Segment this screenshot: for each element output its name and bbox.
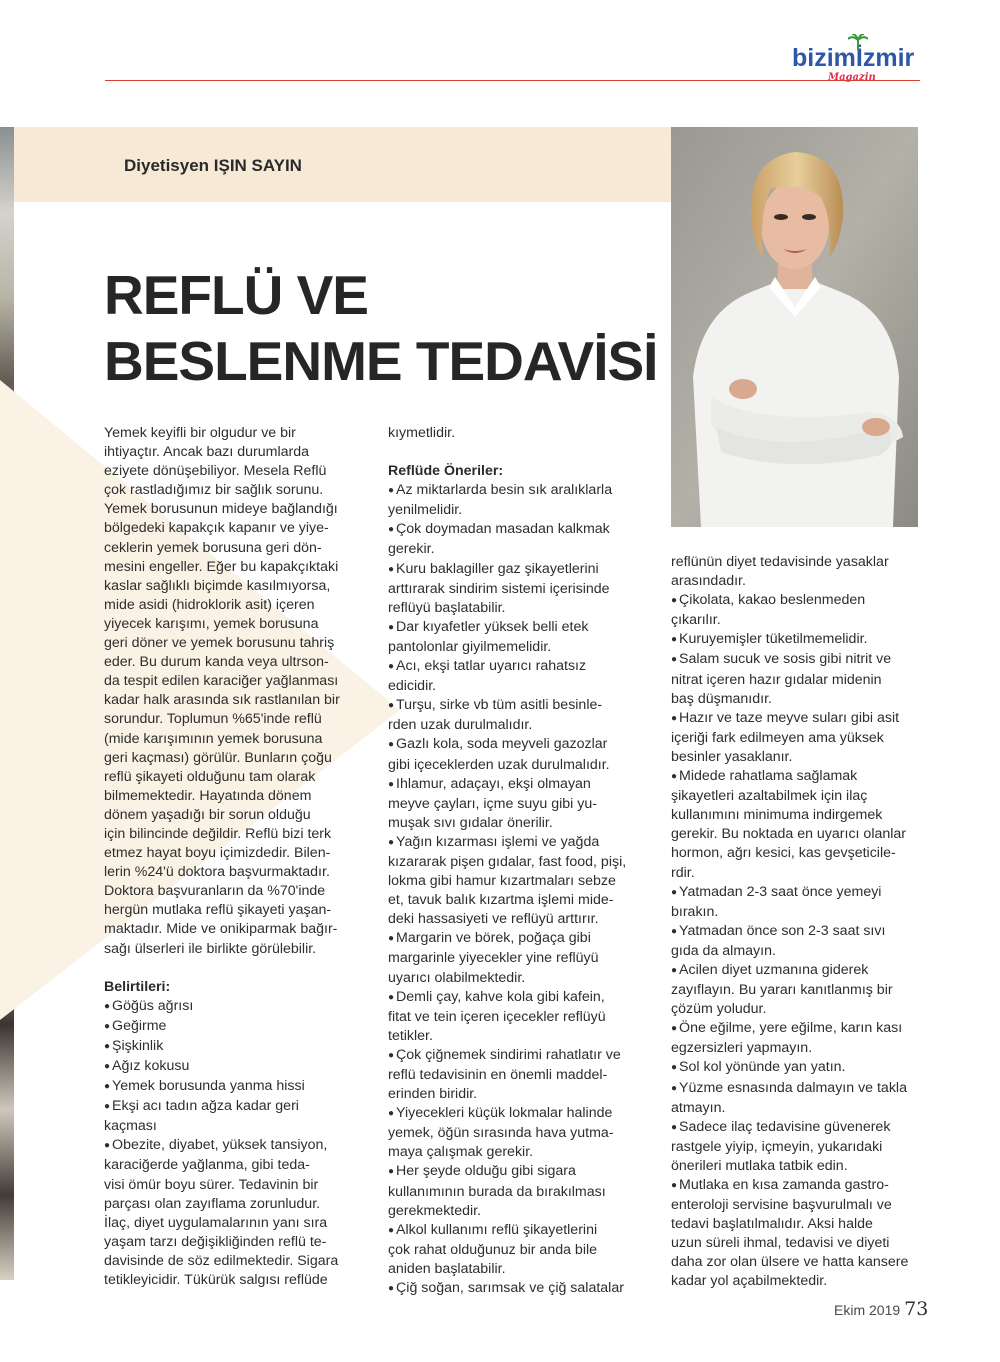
bullet-line: ● Yiyecekleri küçük lokmalar halinde	[388, 1104, 646, 1124]
bullet-line: tetikler.	[388, 1027, 433, 1044]
bullet-item	[388, 1162, 646, 1220]
bullet-line: ● Yüzme esnasında dalmayın ve takla	[671, 1079, 921, 1099]
bullet-item	[671, 883, 921, 922]
bullet-item	[388, 696, 646, 735]
intro-line: eziyete dönüşebiliyor. Mesela Reflü	[104, 463, 327, 480]
intro-line: bilmemektedir. Hayatında dönem	[104, 787, 312, 804]
intro-line: reflü şikayeti olduğunu tam olarak	[104, 768, 316, 785]
bullet-line: gıda da almayın.	[671, 942, 776, 959]
bullet-item	[388, 929, 646, 987]
bullet-item	[671, 922, 921, 961]
logo-text-part2: İzmir	[855, 44, 915, 72]
bullet-line: deki hassasiyeti ve reflüyü arttırır.	[388, 911, 599, 928]
bullet-line: ● Gazlı kola, soda meyveli gazozlar	[388, 735, 646, 755]
bullet-item	[104, 1097, 362, 1136]
bullet-line: önerileri mutlaka tatbik edin.	[671, 1157, 848, 1174]
issue-date: Ekim 2019	[834, 1302, 901, 1318]
intro-line: lerin %24'ü doktora başvurmaktadır.	[104, 864, 330, 881]
bullet-line: ● Çok çiğnemek sindirimi rahatlatır ve	[388, 1046, 646, 1066]
logo-subtitle: Magazin	[828, 72, 876, 83]
bullet-item	[388, 1221, 646, 1279]
intro-line: bölgedeki kapakçık kapanır ve yiye-	[104, 520, 329, 537]
bullet-item	[104, 1136, 362, 1290]
bullet-line: ● Alkol kullanımı reflü şikayetlerini	[388, 1221, 646, 1241]
bullet-line: ● Turşu, sirke vb tüm asitli besinle-	[388, 696, 646, 716]
bullet-line: ● Her şeyde olduğu gibi sigara	[388, 1162, 646, 1182]
bullet-line: erinden biridir.	[388, 1086, 478, 1103]
bullet-line: ● Obezite, diyabet, yüksek tansiyon,	[104, 1136, 362, 1156]
lead-line: reflünün diyet tedavisinde yasaklar	[671, 554, 889, 570]
intro-line: sorundur. Toplumun %65'inde reflü	[104, 711, 322, 728]
bullet-line: ● Az miktarlarda besin sık aralıklarla	[388, 481, 646, 501]
bullet-item	[388, 560, 646, 618]
page-footer	[834, 1298, 928, 1320]
bullet-line: ● Mutlaka en kısa zamanda gastro-	[671, 1176, 921, 1196]
bullet-line: ● Midede rahatlama sağlamak	[671, 767, 921, 787]
bullet-line: ● Salam sucuk ve sosis gibi nitrit ve	[671, 650, 921, 670]
bullet-line: besinler yasaklanır.	[671, 748, 793, 765]
bullet-line: visi ömür boyu sürer. Tedavinin bir	[104, 1176, 319, 1193]
bullet-line: ● Ihlamur, adaçayı, ekşi olmayan	[388, 775, 646, 795]
intro-line: geri döner ve yemek borusunu tahriş	[104, 635, 335, 652]
bullet-line: İlaç, diyet uygulamalarının yanı sıra	[104, 1214, 328, 1231]
bullet-line: reflü tedavisinin en önemli maddel-	[388, 1067, 608, 1083]
bullet-item	[388, 520, 646, 559]
intro-line: mide asidi (hidroklorik asit) içeren	[104, 596, 315, 613]
bullet-line: rden uzak durulmalıdır.	[388, 717, 533, 734]
bullet-item	[671, 1118, 921, 1176]
bullet-line: ● Yatmadan 2-3 saat önce yemeyi	[671, 883, 921, 903]
bullet-item	[671, 1058, 921, 1078]
column-1	[104, 424, 362, 1290]
bullet-item	[388, 657, 646, 696]
intro-line: (mide karışımının yemek borusuna	[104, 730, 323, 747]
bullet-line: rastgele yiyip, içmeyin, yukarıdaki	[671, 1138, 883, 1155]
intro-line: sağı ülserleri ile birlikte görülebilir.	[104, 940, 317, 957]
author-band	[14, 127, 671, 202]
bullet-line: davisinde de söz edilmektedir. Sigara	[104, 1252, 339, 1269]
bullet-line: ● Kuru baklagiller gaz şikayetlerini	[388, 560, 646, 580]
author-name: Diyetisyen IŞIN SAYIN	[124, 156, 302, 175]
bullet-item	[388, 481, 646, 520]
bullet-line: arttırarak sindirim sistemi içerisinde	[388, 580, 610, 597]
bullet-line: ● Yağın kızarması işlemi ve yağda	[388, 833, 646, 853]
logo-text-part1: bizim	[792, 44, 856, 72]
bullet-line: rdir.	[671, 864, 695, 881]
bullet-line: atmayın.	[671, 1099, 726, 1116]
intro-line: Yemek keyifli bir olgudur ve bir	[104, 425, 296, 441]
bullet-line: çok rahat olduğunuz bir anda bile	[388, 1241, 598, 1258]
bullet-line: şikayetleri azaltabilmek için ilaç	[671, 788, 868, 805]
bullet-item	[671, 591, 921, 630]
intro-paragraph	[104, 424, 362, 959]
bullet-line: maya çalışmak gerekir.	[388, 1144, 534, 1161]
bullet-line: ● Şişkinlik	[104, 1037, 362, 1057]
bullet-line: margarinle yiyecekler yine reflüyü	[388, 950, 599, 967]
recommendations-heading: Reflüde Öneriler:	[388, 463, 504, 480]
bullet-item	[388, 1046, 646, 1104]
bullet-line: daha zor olan ülsere ve hatta kansere	[671, 1254, 909, 1271]
column-2	[388, 424, 646, 1299]
bullet-item	[671, 767, 921, 883]
bullet-line: gerekir.	[388, 541, 435, 558]
bullet-line: gerekmektedir.	[388, 1202, 482, 1219]
author-portrait	[671, 127, 918, 527]
bullet-item	[671, 1079, 921, 1118]
bullet-line: ● Ağız kokusu	[104, 1057, 362, 1077]
bullet-item	[388, 735, 646, 774]
bullet-line: aniden başlatabilir.	[388, 1260, 506, 1277]
intro-line: maktadır. Mide ve onikiparmak bağır-	[104, 921, 338, 938]
bullet-line: çıkarılır.	[671, 612, 721, 629]
column-2-lead: kıymetlidir.	[388, 425, 456, 441]
bullet-line: yenilmelidir.	[388, 502, 463, 519]
bullet-line: zayıflayın. Bu yararı kanıtlanmış bir	[671, 982, 893, 999]
bullet-line: ● Öne eğilme, yere eğilme, karın kası	[671, 1019, 921, 1039]
recommendations-list	[388, 481, 646, 1299]
intro-line: için bilincinde değildir. Reflü bizi terk	[104, 825, 332, 842]
bullet-item	[104, 1077, 362, 1097]
bullet-line: egzersizleri yapmayın.	[671, 1040, 813, 1057]
article-headline	[104, 262, 664, 394]
bullet-line: tetikleyicidir. Tükürük salgısı reflüde	[104, 1272, 328, 1289]
bullet-item	[104, 1037, 362, 1057]
bullet-item	[104, 1017, 362, 1037]
intro-line: geri kaçması) görülür. Bunların çoğu	[104, 749, 332, 766]
bullet-line: ● Dar kıyafetler yüksek belli etek	[388, 618, 646, 638]
bullet-line: baş düşmanıdır.	[671, 690, 772, 707]
bullet-line: ● Margarin ve börek, poğaça gibi	[388, 929, 646, 949]
bullet-item	[671, 709, 921, 767]
intro-line: etmez hayat boyu içimizdedir. Bilen-	[104, 845, 331, 862]
bullet-item	[388, 1104, 646, 1162]
bullet-line: pantolonlar giyilmemelidir.	[388, 638, 552, 655]
bullet-line: ● Hazır ve taze meyve suları gibi asit	[671, 709, 921, 729]
bullet-line: ● Demli çay, kahve kola gibi kafein,	[388, 988, 646, 1008]
bullet-line: tedavi başlatılmalıdır. Aksi halde	[671, 1216, 873, 1233]
bullet-item	[388, 833, 646, 929]
bullet-item	[388, 988, 646, 1046]
bullet-line: kullanımını minimuma indirgemek	[671, 807, 883, 824]
bullet-line: yaşam tarzı değişikliğinden reflü te-	[104, 1233, 327, 1250]
bullet-line: ● Göğüs ağrısı	[104, 997, 362, 1017]
bullet-line: fitat ve tein içeren içecekler reflüyü	[388, 1008, 606, 1025]
bullet-item	[671, 1176, 921, 1292]
intro-line: yiyecek karışımı, yemek borusuna	[104, 615, 319, 632]
bullet-line: et, tavuk balık kızartma işlemi mide-	[388, 892, 614, 909]
intro-line: ceklerin yemek borusuna geri dön-	[104, 539, 322, 556]
bullet-line: kızararak pişen gıdalar, fast food, pişi,	[388, 853, 627, 870]
bullet-line: çözüm yoludur.	[671, 1001, 767, 1018]
bullet-line: muşak sıvı gıdalar önerilir.	[388, 814, 553, 831]
bullet-line: ● Çiğ soğan, sarımsak ve çiğ salatalar	[388, 1279, 646, 1299]
headline-line-1: REFLÜ VE	[104, 264, 368, 326]
bullet-line: reflüyü başlatabilir.	[388, 599, 506, 616]
bullet-line: nitrat içeren hazır gıdalar midenin	[671, 671, 882, 688]
intro-line: dönem yaşadığı bir sorun olduğu	[104, 806, 311, 823]
bullet-line: ● Acilen diyet uzmanına giderek	[671, 961, 921, 981]
bullet-item	[671, 961, 921, 1019]
bullet-line: ● Çikolata, kakao beslenmeden	[671, 591, 921, 611]
bullet-line: ● Yatmadan önce son 2-3 saat sıvı	[671, 922, 921, 942]
intro-line: mesini engeller. Eğer bu kapakçıktaki	[104, 558, 339, 575]
bullet-item	[671, 1019, 921, 1058]
bullet-line: kadar yol açabilmektedir.	[671, 1273, 828, 1290]
intro-line: Yemek borusunun mideye bağlandığı	[104, 501, 338, 518]
bullet-line: meyve çayları, içme suyu gibi yu-	[388, 795, 597, 812]
brand-logo[interactable]	[792, 44, 924, 90]
intro-line: çok rastladığımız bir sağlık sorunu.	[104, 482, 324, 499]
bullet-line: ● Kuruyemişler tüketilmemelidir.	[671, 630, 921, 650]
bullet-line: parçası olan zayıflama zorunludur.	[104, 1195, 321, 1212]
bullet-line: ● Acı, ekşi tatlar uyarıcı rahatsız	[388, 657, 646, 677]
bullet-line: ● Çok doymadan masadan kalkmak	[388, 520, 646, 540]
bullet-line: ● Ekşi acı tadın ağza kadar geri	[104, 1097, 362, 1117]
bullet-line: gerekir. Bu noktada en uyarıcı olanlar	[671, 826, 907, 843]
recommendations-list-continued	[671, 591, 921, 1291]
palm-tree-icon	[848, 34, 868, 50]
symptoms-heading: Belirtileri:	[104, 978, 171, 995]
bullet-line: kullanımının burada da bırakılması	[388, 1183, 606, 1200]
bullet-line: karaciğerde yağlanma, gibi teda-	[104, 1157, 310, 1174]
bullet-line: ● Sadece ilaç tedavisine güvenerek	[671, 1118, 921, 1138]
intro-line: Doktora başvuranların da %70'inde	[104, 883, 326, 900]
intro-line: kaslar sağlıklı biçimde kasılmıyorsa,	[104, 577, 331, 594]
intro-line: kadar halk arasında sık rastlanılan bir	[104, 692, 340, 709]
intro-line: ihtiyaçtır. Ancak bazı durumlarda	[104, 444, 310, 461]
bullet-item	[388, 1279, 646, 1299]
bullet-line: uzun süreli ihmal, tedavisi ve diyeti	[671, 1235, 890, 1252]
bullet-line: ● Yemek borusunda yanma hissi	[104, 1077, 362, 1097]
bullet-item	[104, 997, 362, 1017]
intro-line: da tespit edilen karaciğer yağlanması	[104, 673, 339, 690]
page-number: 73	[904, 1298, 929, 1320]
column-3-lead	[671, 553, 921, 591]
bullet-item	[671, 650, 921, 708]
bullet-line: kaçması	[104, 1118, 157, 1135]
bullet-line: gibi içeceklerden uzak durulmalıdır.	[388, 756, 610, 773]
bullet-line: edicidir.	[388, 678, 437, 695]
bullet-line: içeriği fark edilmeyen ama yüksek	[671, 729, 884, 746]
bullet-line: hormon, ağrı kesici, kas gevşeticile-	[671, 845, 896, 862]
column-3	[671, 553, 921, 1292]
bullet-line: yemek, öğün sırasında hava yutma-	[388, 1125, 614, 1142]
bullet-line: bırakın.	[671, 903, 719, 920]
headline-line-2: BESLENME TEDAVİSİ	[104, 330, 658, 392]
intro-line: hergün mutlaka reflü şikayeti yaşan-	[104, 902, 332, 919]
intro-line: eder. Bu durum kanda veya ultrson-	[104, 654, 329, 671]
bullet-line: lokma gibi hamur kızartmaları sebze	[388, 873, 616, 890]
bullet-line: ● Sol kol yönünde yan yatın.	[671, 1058, 921, 1078]
symptoms-list	[104, 997, 362, 1290]
bullet-line: ● Geğirme	[104, 1017, 362, 1037]
bullet-item	[104, 1057, 362, 1077]
bullet-item	[388, 618, 646, 657]
bullet-item	[671, 630, 921, 650]
bullet-item	[388, 775, 646, 833]
lead-line: arasındadır.	[671, 573, 746, 590]
bullet-line: uyarıcı olabilmektedir.	[388, 969, 526, 986]
bullet-line: enteroloji servisine başvurulmalı ve	[671, 1197, 892, 1214]
